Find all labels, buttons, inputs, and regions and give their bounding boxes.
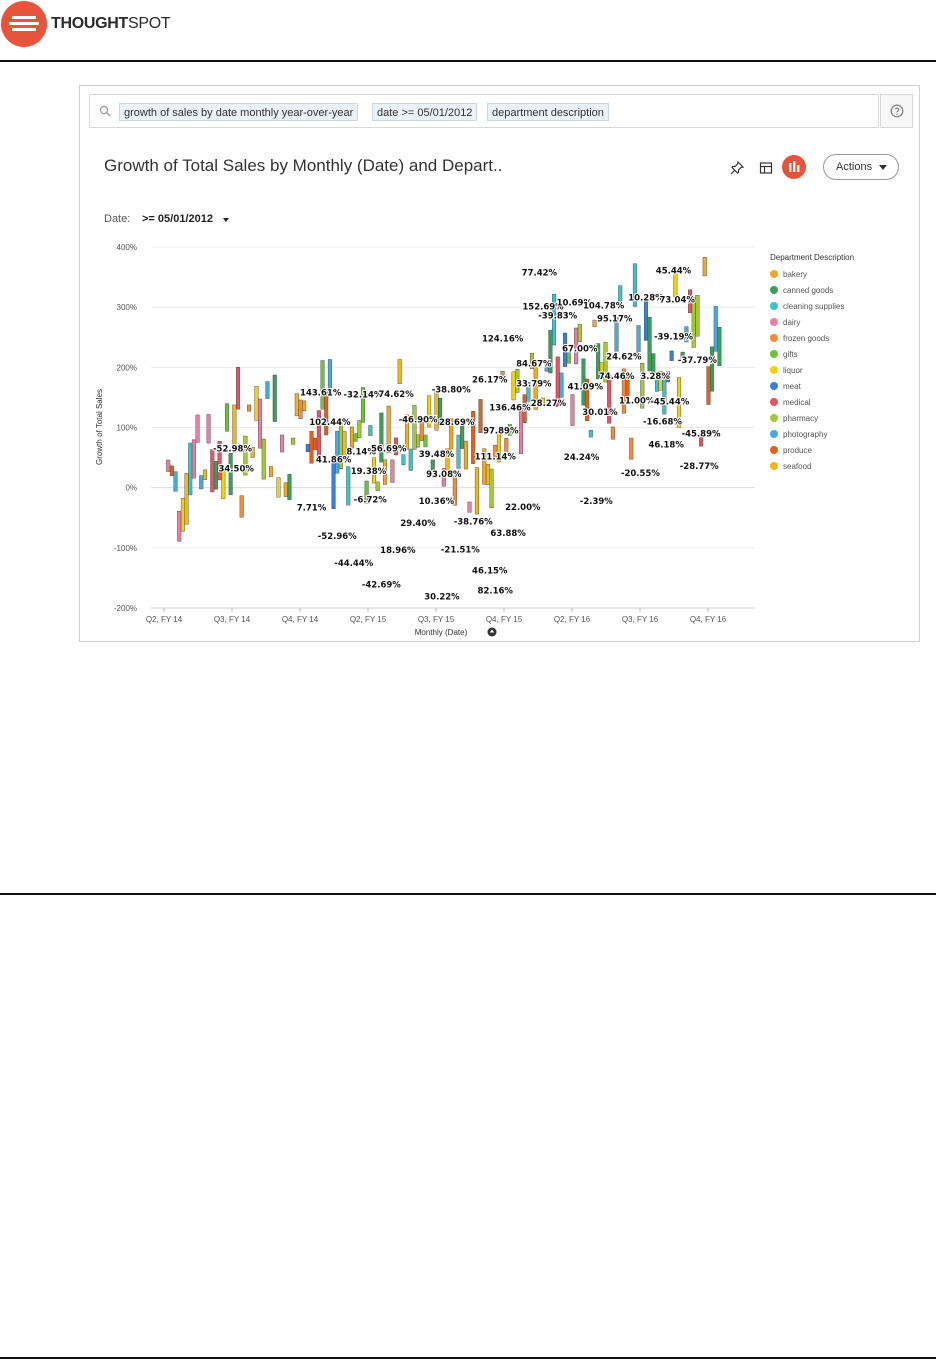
chart-bar: [376, 482, 380, 491]
chart-bar: [210, 449, 214, 492]
chart-bar: [258, 399, 262, 448]
chart-bar: [402, 455, 406, 465]
data-label: -42.69%: [361, 580, 401, 591]
chart-bar: [185, 473, 189, 524]
data-label: 29.40%: [400, 519, 436, 530]
chart-bar: [644, 301, 648, 340]
data-label: 74.62%: [378, 389, 414, 400]
data-label: 104.78%: [583, 301, 625, 312]
data-label: 10.69%: [556, 298, 592, 309]
y-tick-label: -200%: [113, 604, 137, 613]
data-label: -21.51%: [440, 545, 480, 556]
chart-bar: [222, 472, 226, 499]
chart-bar: [464, 441, 468, 469]
chart-bar: [350, 427, 354, 448]
data-label: 73.04%: [659, 295, 695, 306]
chart-bar: [504, 438, 508, 451]
chart-bar: [207, 414, 211, 443]
chart-bar: [170, 466, 174, 476]
chart-bar: [335, 431, 339, 473]
data-label: 8.14%: [346, 447, 376, 458]
chart-bar: [166, 460, 170, 472]
x-tick-label: Q3, FY 14: [213, 615, 251, 624]
chart-bar: [618, 286, 622, 303]
chart-bar: [269, 467, 273, 477]
legend-title: Department Description: [770, 253, 855, 262]
data-label: 143.61%: [300, 388, 342, 399]
chart-bar: [519, 410, 523, 454]
data-label: -38.76%: [453, 517, 493, 528]
chart-bar: [192, 440, 196, 478]
x-tick-label: Q4, FY 14: [281, 615, 319, 624]
y-tick-label: -100%: [113, 543, 137, 553]
search-token-date-filter[interactable]: date >= 05/01/2012: [372, 103, 477, 121]
data-label: 19.38%: [350, 466, 387, 477]
data-label: -6.72%: [353, 495, 387, 506]
y-axis-title: Growth of Total Sales: [95, 389, 104, 465]
legend-item[interactable]: [770, 426, 910, 442]
chart-bar: [291, 438, 295, 444]
legend-item[interactable]: [770, 298, 910, 314]
legend-label: pharmacy: [783, 413, 819, 423]
brand-header: [0, 0, 170, 48]
search-token-department[interactable]: department description: [487, 103, 609, 121]
chart-bar: [589, 430, 593, 437]
chart-bar: [486, 464, 490, 484]
data-label: -39.83%: [538, 311, 578, 322]
legend-label: canned goods: [783, 285, 834, 295]
data-label: 67.00%: [562, 344, 598, 355]
legend-dot-icon: [770, 462, 778, 470]
chart-bar: [177, 511, 181, 541]
legend-label: dairy: [783, 317, 801, 327]
data-label: 63.88%: [490, 528, 526, 539]
data-label: 24.24%: [563, 452, 600, 463]
data-label: 10.28%: [628, 293, 664, 304]
data-label: -28.77%: [679, 462, 719, 473]
chart-bar: [479, 399, 483, 432]
legend-label: cleaning supplies: [783, 301, 845, 311]
data-label: 28.69%: [438, 418, 475, 429]
legend-dot-icon: [770, 270, 778, 278]
chart-bar: [199, 476, 203, 489]
chart-bar: [457, 435, 461, 468]
chart-bar: [181, 498, 185, 531]
data-label: 111.14%: [474, 452, 516, 463]
thoughtspot-logo-icon: [1, 1, 47, 47]
page-divider-middle: [0, 893, 936, 895]
legend-label: seafood: [783, 461, 812, 471]
legend-label: meat: [783, 381, 801, 391]
data-label: 46.15%: [472, 566, 508, 577]
data-label: -45.89%: [681, 429, 721, 440]
legend-dot-icon: [770, 382, 778, 390]
data-label: 10.36%: [418, 496, 455, 507]
data-label: -45.44%: [650, 397, 690, 408]
data-label: 102.44%: [309, 418, 351, 429]
x-tick-label: Q3, FY 16: [621, 615, 659, 624]
chart-bar: [416, 435, 420, 447]
legend-item[interactable]: [770, 314, 910, 330]
chart-bar: [578, 324, 582, 342]
legend-dot-icon: [770, 302, 778, 310]
chart-bar: [266, 382, 270, 399]
data-label: 84.67%: [516, 359, 552, 370]
legend-item[interactable]: [770, 442, 910, 458]
chart-bar: [714, 306, 718, 351]
x-tick-label: Q2, FY 15: [349, 615, 387, 624]
chart-bar: [306, 444, 310, 451]
chart-bar: [369, 425, 373, 435]
chart-title: Growth of Total Sales by Monthly (Date) and Depart..: [104, 156, 503, 175]
chart-bar: [214, 461, 218, 489]
chart-bar: [288, 474, 292, 499]
y-tick-label: 400%: [116, 243, 137, 252]
chart-bar: [718, 327, 722, 366]
data-label: 93.08%: [426, 469, 462, 480]
data-label: 45.44%: [655, 266, 692, 277]
legend-dot-icon: [770, 366, 778, 374]
data-label: -52.96%: [317, 531, 357, 542]
page-divider-bottom: [0, 1357, 936, 1359]
legend-dot-icon: [770, 414, 778, 422]
chart-bar: [490, 469, 494, 508]
chart-bar: [174, 472, 178, 492]
data-label: 26.17%: [472, 375, 508, 386]
data-label: 7.71%: [296, 503, 327, 514]
legend-label: produce: [783, 445, 812, 455]
legend-label: gifts: [783, 349, 798, 359]
legend-item[interactable]: [770, 346, 910, 362]
y-tick-label: 300%: [116, 303, 137, 313]
x-tick-label: Q3, FY 15: [417, 615, 455, 624]
chart-bar: [277, 478, 281, 497]
data-label: 97.89%: [483, 426, 519, 437]
chart-bar: [593, 320, 597, 327]
chart-bar: [648, 317, 652, 371]
data-label: 34.50%: [218, 464, 254, 475]
y-tick-label: 200%: [116, 363, 137, 373]
chart-bar: [273, 375, 277, 422]
legend-dot-icon: [770, 446, 778, 454]
x-tick-label: Q4, FY 16: [689, 615, 727, 624]
chart-bar: [707, 367, 711, 405]
x-axis-title: Monthly (Date): [414, 628, 468, 637]
data-label: 22.00%: [505, 502, 541, 513]
chart-bar: [468, 502, 472, 512]
x-tick-label: Q4, FY 15: [485, 615, 523, 624]
page-divider-top: [0, 60, 936, 62]
legend-label: liquor: [783, 365, 803, 375]
legend-item[interactable]: [770, 394, 910, 410]
data-label: -46.90%: [398, 415, 438, 426]
y-tick-label: 100%: [116, 423, 137, 433]
legend-item[interactable]: [770, 410, 910, 426]
chart-bar: [424, 435, 428, 447]
chart-bar: [354, 434, 358, 442]
data-label: 46.18%: [648, 440, 684, 451]
legend-dot-icon: [770, 430, 778, 438]
chart-bar: [240, 496, 244, 518]
chart-bar: [512, 372, 516, 400]
chart-bar: [295, 394, 299, 416]
chart-bar: [391, 460, 395, 483]
chart-bar: [696, 295, 700, 336]
data-label: 33.79%: [516, 379, 552, 390]
data-label: 136.46%: [489, 403, 531, 414]
legend-dot-icon: [770, 318, 778, 326]
y-tick-label: 0%: [125, 483, 137, 493]
data-label: -52.98%: [213, 444, 252, 455]
data-label: -32.14%: [343, 390, 383, 401]
chart-bar: [346, 467, 350, 506]
data-label: 124.16%: [481, 334, 524, 345]
chart-bar: [321, 361, 325, 410]
data-label: 18.96%: [380, 546, 416, 557]
legend-item[interactable]: [770, 362, 910, 378]
data-label: 95.17%: [596, 314, 633, 325]
data-label: 3.28%: [640, 371, 670, 382]
chart-bar: [284, 483, 288, 497]
data-label: 41.86%: [315, 455, 352, 466]
legend-item[interactable]: [770, 378, 910, 394]
chart-bar: [611, 427, 615, 439]
legend-item[interactable]: [770, 266, 910, 282]
filter-label: Date:: [104, 213, 131, 225]
data-label: 11.00%: [619, 396, 655, 407]
actions-label: Actions: [836, 161, 873, 173]
data-label: 24.62%: [606, 352, 642, 363]
chart-bar: [670, 351, 674, 361]
legend-item[interactable]: [770, 458, 910, 474]
chart-bar: [236, 367, 240, 409]
brand-name: THOUGHTSPOT: [51, 15, 171, 32]
legend-label: frozen goods: [783, 333, 830, 343]
chart-bar: [280, 435, 284, 452]
chart-bar: [262, 439, 266, 479]
legend-item[interactable]: [770, 282, 910, 298]
chart-legend: [770, 252, 910, 474]
legend-dot-icon: [770, 398, 778, 406]
chart-bar: [357, 420, 361, 437]
data-label: -44.44%: [334, 558, 374, 569]
data-label: -39.19%: [654, 332, 693, 343]
legend-dot-icon: [770, 334, 778, 342]
date-filter-dropdown[interactable]: >= 05/01/2012: [142, 213, 213, 225]
data-label: 30.22%: [424, 592, 460, 603]
chart-bar: [310, 431, 314, 463]
data-label: 77.42%: [521, 268, 558, 279]
chart-bar: [380, 413, 384, 462]
data-label: -20.55%: [620, 469, 660, 480]
data-label: -38.80%: [431, 385, 471, 396]
chart-bar: [247, 405, 251, 411]
data-label: -28.27%: [527, 398, 567, 409]
chart-bar: [431, 460, 435, 470]
chart-bar: [203, 470, 207, 480]
search-token-growth[interactable]: growth of sales by date monthly year-over-year: [119, 103, 358, 121]
data-label: 74.46%: [598, 371, 635, 382]
legend-dot-icon: [770, 286, 778, 294]
legend-label: medical: [783, 397, 811, 407]
data-label: 152.69%: [522, 302, 564, 313]
legend-label: photography: [783, 429, 828, 439]
chart-bar: [398, 359, 402, 383]
chart-bar: [196, 415, 200, 442]
chart-bar: [703, 257, 707, 276]
chart-bar: [710, 347, 714, 392]
data-label: 41.09%: [567, 382, 604, 393]
x-tick-label: Q2, FY 16: [553, 615, 591, 624]
chart-bar: [255, 386, 259, 420]
data-label: -37.79%: [677, 356, 717, 367]
legend-dot-icon: [770, 350, 778, 358]
chart-bar: [409, 449, 413, 470]
chart-bar: [302, 401, 306, 411]
legend-item[interactable]: [770, 330, 910, 346]
x-tick-label: Q2, FY 14: [145, 615, 183, 624]
legend-label: bakery: [783, 269, 808, 279]
chart-bar: [571, 395, 575, 426]
chart-bar: [475, 468, 479, 515]
data-label: -16.68%: [643, 417, 682, 428]
data-label: 82.16%: [477, 586, 513, 597]
answer-panel: [79, 85, 920, 642]
chart-bar: [299, 400, 303, 419]
chart-bar: [313, 438, 317, 450]
data-label: 56.69%: [370, 444, 407, 455]
chart-bar: [629, 438, 633, 459]
chart-bar: [225, 404, 229, 432]
chart-bar: [413, 405, 417, 449]
data-label: 30.01%: [582, 407, 618, 418]
data-label: -2.39%: [579, 496, 613, 507]
chart-bar: [188, 443, 192, 495]
chart-bar: [560, 373, 564, 397]
data-label: 39.48%: [418, 449, 455, 460]
